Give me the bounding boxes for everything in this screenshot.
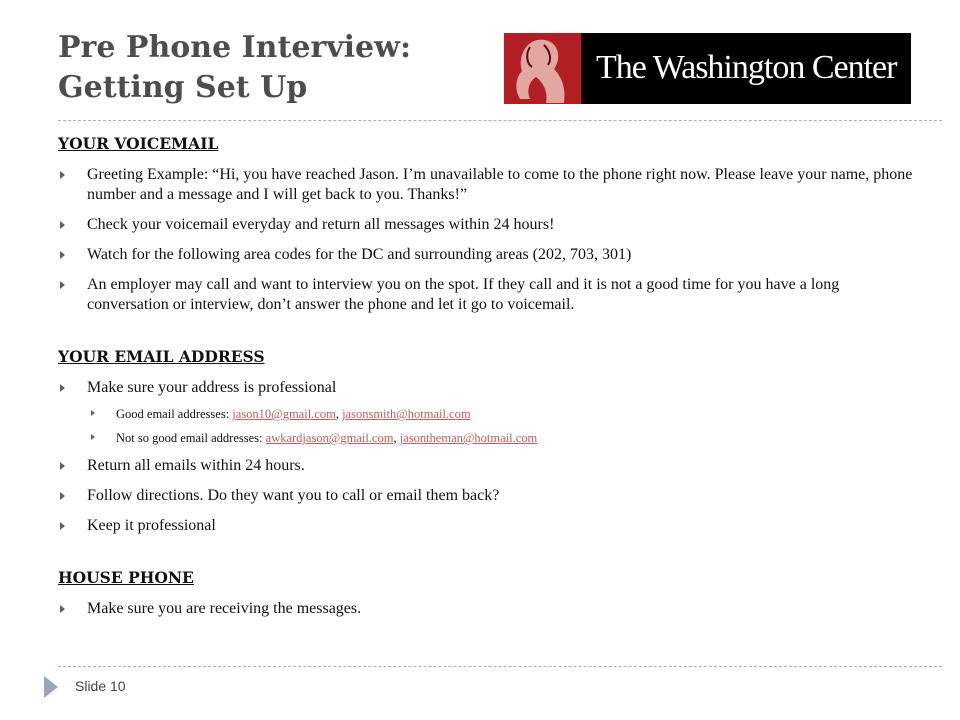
- bullet-arrow-icon: [60, 522, 65, 530]
- voicemail-heading: YOUR VOICEMAIL: [58, 134, 219, 153]
- bad-email-link-2[interactable]: jasontheman@hotmail.com: [399, 431, 538, 445]
- bullet-greeting-example: [58, 165, 918, 205]
- title-line-2: Getting Set Up: [58, 70, 308, 105]
- bullet-text: Watch for the following area codes for the DC and surrounding areas (202, 703, 301): [87, 246, 632, 263]
- house-phone-section: [58, 568, 918, 619]
- bullet-text: Follow directions. Do they want you to call or email them back?: [87, 487, 500, 504]
- good-label: Good email addresses:: [116, 407, 233, 421]
- email-section: [58, 347, 918, 536]
- bullet-arrow-icon: [60, 251, 65, 259]
- slide-number: Slide 10: [75, 678, 126, 694]
- sub-bullet-bad-addresses: [58, 430, 918, 446]
- house-phone-heading: HOUSE PHONE: [58, 568, 194, 587]
- bullet-text: Make sure you are receiving the messages.: [87, 600, 362, 617]
- washington-center-logo: [504, 33, 911, 104]
- bullet-return-emails: [58, 456, 918, 476]
- bullet-check-voicemail: [58, 215, 918, 235]
- bullet-arrow-icon: [60, 171, 65, 179]
- bullet-arrow-icon: [60, 605, 65, 613]
- logo-figure-image: [504, 33, 581, 104]
- bullet-text: An employer may call and want to interview you on the spot. If they call and it is not a good time for you have a long conversation or interview, don’t answer the phone and let it go to voicemail.: [87, 276, 840, 313]
- footer-divider: [58, 666, 942, 667]
- bullet-arrow-icon: [60, 281, 65, 289]
- good-email-link-2[interactable]: jasonsmith@hotmail.com: [342, 407, 471, 421]
- bullet-text: Keep it professional: [87, 517, 216, 534]
- bullet-receiving-messages: [58, 599, 918, 619]
- bad-email-link-1[interactable]: awkardjason@gmail.com: [265, 431, 394, 445]
- voicemail-section: [58, 134, 918, 315]
- footer-triangle-icon: [44, 676, 58, 698]
- bullet-arrow-icon: [60, 462, 65, 470]
- bullet-arrow-icon: [60, 384, 65, 392]
- bullet-text: Check your voicemail everyday and return all messages within 24 hours!: [87, 216, 555, 233]
- good-email-link-1[interactable]: jason10@gmail.com: [232, 407, 336, 421]
- bullet-area-codes: [58, 245, 918, 265]
- email-heading: YOUR EMAIL ADDRESS: [58, 347, 265, 366]
- logo-text: The Washington Center: [596, 49, 897, 86]
- bullet-arrow-icon: [60, 492, 65, 500]
- bullet-text: Greeting Example: “Hi, you have reached Jason. I’m unavailable to come to the phone right now. Please leave your name, phone number and a message and I will get back to you. Thanks!”: [87, 166, 913, 203]
- bullet-professional-address: [58, 378, 918, 398]
- bullet-text: Return all emails within 24 hours.: [87, 457, 305, 474]
- bullet-arrow-icon: [60, 221, 65, 229]
- slide-body: [58, 134, 918, 619]
- bad-sep: ,: [393, 431, 400, 445]
- sub-bullet-arrow-icon: [91, 434, 95, 440]
- header-divider: [58, 120, 942, 121]
- good-sep: ,: [335, 407, 343, 421]
- sub-bullet-good-addresses: [58, 406, 918, 422]
- sub-bullet-arrow-icon: [91, 410, 95, 416]
- bullet-keep-professional: [58, 516, 918, 536]
- title-line-1: Pre Phone Interview:: [58, 30, 412, 65]
- bullet-text: Make sure your address is professional: [87, 379, 337, 396]
- bad-label: Not so good email addresses:: [116, 431, 266, 445]
- bullet-interview-on-spot: [58, 275, 918, 315]
- bullet-follow-directions: [58, 486, 918, 506]
- slide-title: [58, 28, 411, 108]
